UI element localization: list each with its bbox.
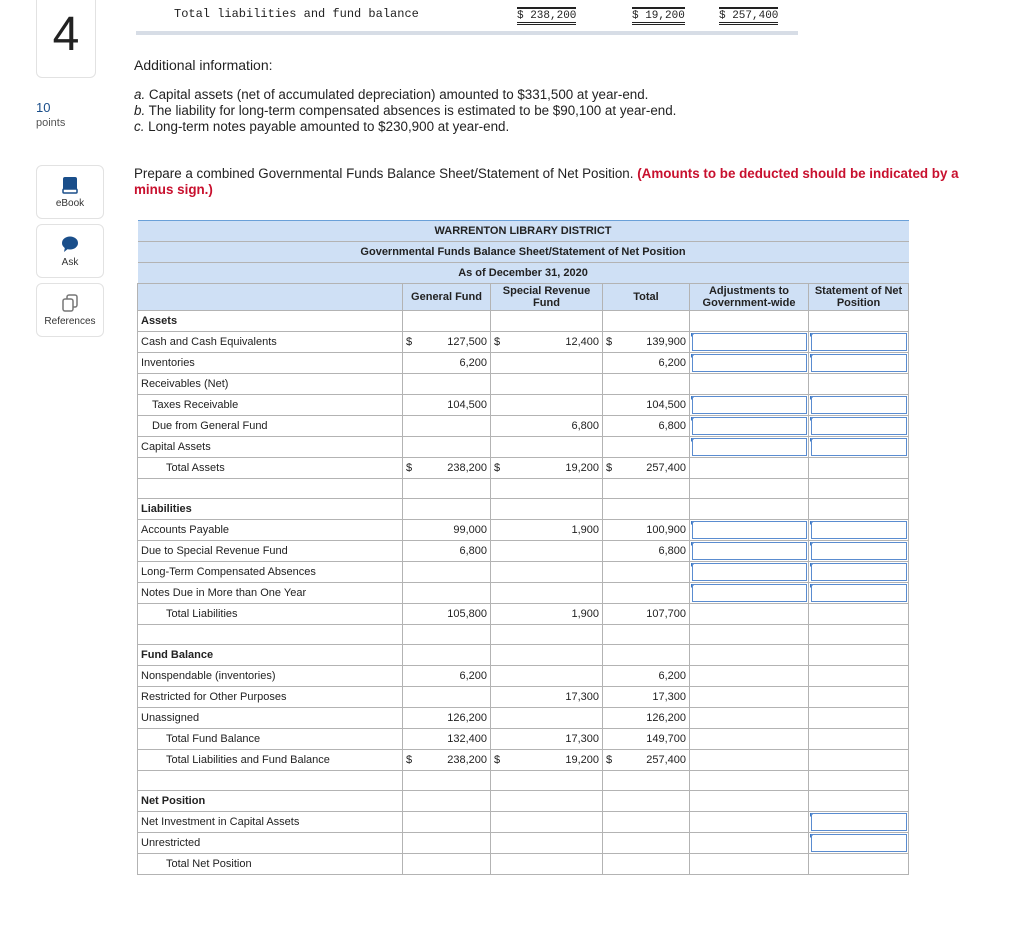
total-assets-general: 238,200 — [447, 462, 487, 474]
total-liabilities-fund-balance-label: Total liabilities and fund balance — [174, 7, 419, 21]
dollar-sign: $ — [406, 754, 413, 766]
cash-special: 12,400 — [565, 336, 599, 348]
row-label: Cash and Cash Equivalents — [138, 332, 403, 353]
due-from-total: 6,800 — [603, 416, 690, 437]
table-row — [138, 583, 909, 604]
dollar-sign: $ — [494, 754, 501, 766]
inventories-snp-input[interactable] — [809, 353, 909, 374]
due-from-special: 6,800 — [491, 416, 603, 437]
ap-total: 100,900 — [603, 520, 690, 541]
assets-heading: Assets — [138, 311, 403, 332]
nonspend-general: 6,200 — [403, 666, 491, 687]
cash-general: 127,500 — [447, 336, 487, 348]
table-row — [138, 311, 909, 332]
header-total: Total — [603, 284, 690, 311]
ask-button[interactable] — [36, 224, 104, 278]
inventories-adjustment-input[interactable] — [690, 353, 809, 374]
dollar-sign: $ — [406, 336, 413, 348]
dollar-sign: $ — [494, 336, 501, 348]
total-liab-special: 1,900 — [491, 604, 603, 625]
top-general-value: $ 238,200 — [517, 7, 576, 25]
table-row — [138, 854, 909, 875]
notes-adjustment-input[interactable] — [690, 583, 809, 604]
cash-snp-input[interactable] — [809, 332, 909, 353]
unrestricted-snp-input[interactable] — [809, 833, 909, 854]
table-row — [138, 604, 909, 625]
table-row — [138, 833, 909, 854]
table-row — [138, 416, 909, 437]
chat-bubble-icon — [61, 235, 79, 253]
due-from-adjustment-input[interactable] — [690, 416, 809, 437]
ebook-label: eBook — [55, 198, 85, 209]
due-to-snp-input[interactable] — [809, 541, 909, 562]
info-letter: c. — [134, 119, 145, 134]
row-label: Long-Term Compensated Absences — [138, 562, 403, 583]
table-row — [138, 666, 909, 687]
info-letter: b. — [134, 103, 146, 118]
info-item-b — [134, 103, 676, 119]
unassigned-general: 126,200 — [403, 708, 491, 729]
row-label: Capital Assets — [138, 437, 403, 458]
nonspend-total: 6,200 — [603, 666, 690, 687]
scroll-divider — [136, 31, 798, 35]
additional-info-title: Additional information: — [134, 57, 273, 73]
previous-statement-row — [136, 0, 798, 34]
total-assets-special: 19,200 — [565, 462, 599, 474]
row-label: Receivables (Net) — [138, 374, 403, 395]
table-row — [138, 687, 909, 708]
liabilities-heading: Liabilities — [138, 499, 403, 520]
row-label: Nonspendable (inventories) — [138, 666, 403, 687]
row-label: Notes Due in More than One Year — [138, 583, 403, 604]
table-row — [138, 791, 909, 812]
row-label: Net Investment in Capital Assets — [138, 812, 403, 833]
unassigned-total: 126,200 — [603, 708, 690, 729]
balance-sheet-table — [137, 220, 909, 875]
instructions — [134, 166, 994, 198]
header-adjustments: Adjustments to Government-wide — [690, 284, 809, 311]
row-label: Due to Special Revenue Fund — [138, 541, 403, 562]
ap-snp-input[interactable] — [809, 520, 909, 541]
total-fb-total: 149,700 — [603, 729, 690, 750]
due-to-general: 6,800 — [403, 541, 491, 562]
due-to-total: 6,800 — [603, 541, 690, 562]
row-label: Total Liabilities — [138, 604, 403, 625]
taxes-total: 104,500 — [603, 395, 690, 416]
table-row — [138, 458, 909, 479]
header-statement-net-position: Statement of Net Position — [809, 284, 909, 311]
total-np-snp — [809, 854, 909, 875]
taxes-adjustment-input[interactable] — [690, 395, 809, 416]
copy-icon — [62, 294, 78, 312]
table-row — [138, 645, 909, 666]
total-fb-general: 132,400 — [403, 729, 491, 750]
ask-label: Ask — [61, 257, 79, 268]
total-assets-snp — [809, 458, 909, 479]
ltca-snp-input[interactable] — [809, 562, 909, 583]
row-label: Due from General Fund — [138, 416, 403, 437]
dollar-sign: $ — [494, 462, 501, 474]
total-lfb-total: 257,400 — [646, 754, 686, 766]
header-special-revenue: Special Revenue Fund — [491, 284, 603, 311]
references-label: References — [44, 316, 96, 327]
cash-adjustment-input[interactable] — [690, 332, 809, 353]
restricted-total: 17,300 — [603, 687, 690, 708]
row-label: Inventories — [138, 353, 403, 374]
net-position-heading: Net Position — [138, 791, 403, 812]
table-row — [138, 437, 909, 458]
capital-assets-adjustment-input[interactable] — [690, 437, 809, 458]
instructions-text: Prepare a combined Governmental Funds Balance Sheet/Statement of Net Position. — [134, 166, 634, 181]
question-sidebar — [0, 0, 110, 949]
row-label: Accounts Payable — [138, 520, 403, 541]
table-row — [138, 499, 909, 520]
taxes-snp-input[interactable] — [809, 395, 909, 416]
instructions-note: (Amounts to be deducted should be indicated by a minus sign.) — [134, 166, 959, 197]
top-total-value: $ 257,400 — [719, 7, 778, 25]
info-text: The liability for long-term compensated absences is estimated to be $90,100 at year-end. — [148, 103, 677, 118]
total-lfb-general: 238,200 — [447, 754, 487, 766]
row-label: Total Liabilities and Fund Balance — [138, 750, 403, 771]
ap-general: 99,000 — [403, 520, 491, 541]
sheet-title-2: Governmental Funds Balance Sheet/Statement of Net Position — [138, 242, 909, 263]
ebook-button[interactable] — [36, 165, 104, 219]
sheet-title-3: As of December 31, 2020 — [138, 263, 909, 284]
taxes-general: 104,500 — [403, 395, 491, 416]
info-item-a — [134, 87, 676, 103]
info-letter: a. — [134, 87, 146, 102]
total-liab-general: 105,800 — [403, 604, 491, 625]
table-row — [138, 729, 909, 750]
references-button[interactable] — [36, 283, 104, 337]
book-icon — [62, 176, 78, 194]
due-from-snp-input[interactable] — [809, 416, 909, 437]
inventories-total: 6,200 — [603, 353, 690, 374]
info-text: Capital assets (net of accumulated depreciation) amounted to $331,500 at year-end. — [148, 87, 649, 102]
total-assets-adjustment — [690, 458, 809, 479]
due-to-adjustment-input[interactable] — [690, 541, 809, 562]
points-label: points — [36, 117, 66, 129]
points-value: 10 — [36, 100, 51, 115]
restricted-special: 17,300 — [491, 687, 603, 708]
ap-adjustment-input[interactable] — [690, 520, 809, 541]
total-liab-adjustment — [690, 604, 809, 625]
table-row — [138, 332, 909, 353]
total-lfb-special: 19,200 — [565, 754, 599, 766]
table-row — [138, 708, 909, 729]
table-row — [138, 812, 909, 833]
dollar-sign: $ — [606, 336, 613, 348]
inventories-general: 6,200 — [403, 353, 491, 374]
notes-snp-input[interactable] — [809, 583, 909, 604]
total-liab-snp — [809, 604, 909, 625]
row-label: Taxes Receivable — [138, 395, 403, 416]
capital-assets-snp-input[interactable] — [809, 437, 909, 458]
cash-total: 139,900 — [646, 336, 686, 348]
row-label: Total Net Position — [138, 854, 403, 875]
table-row — [138, 750, 909, 771]
dollar-sign: $ — [606, 462, 613, 474]
info-text: Long-term notes payable amounted to $230,900 at year-end. — [148, 119, 510, 134]
total-liab-total: 107,700 — [603, 604, 690, 625]
row-label: Unrestricted — [138, 833, 403, 854]
row-label: Unassigned — [138, 708, 403, 729]
row-label: Restricted for Other Purposes — [138, 687, 403, 708]
total-fb-special: 17,300 — [491, 729, 603, 750]
table-row — [138, 520, 909, 541]
total-assets-total: 257,400 — [646, 462, 686, 474]
fund-balance-heading: Fund Balance — [138, 645, 403, 666]
sheet-title-1: WARRENTON LIBRARY DISTRICT — [138, 221, 909, 242]
nica-snp-input[interactable] — [809, 812, 909, 833]
row-label: Total Fund Balance — [138, 729, 403, 750]
info-item-c — [134, 119, 676, 135]
dollar-sign: $ — [406, 462, 413, 474]
table-row — [138, 562, 909, 583]
table-row — [138, 353, 909, 374]
question-number: 4 — [36, 0, 96, 78]
dollar-sign: $ — [606, 754, 613, 766]
ltca-adjustment-input[interactable] — [690, 562, 809, 583]
ap-special: 1,900 — [491, 520, 603, 541]
table-row — [138, 374, 909, 395]
table-row — [138, 541, 909, 562]
header-general-fund: General Fund — [403, 284, 491, 311]
header-blank — [138, 284, 403, 311]
additional-info-list — [134, 87, 676, 135]
row-label: Total Assets — [138, 458, 403, 479]
table-row — [138, 395, 909, 416]
top-special-value: $ 19,200 — [632, 7, 685, 25]
